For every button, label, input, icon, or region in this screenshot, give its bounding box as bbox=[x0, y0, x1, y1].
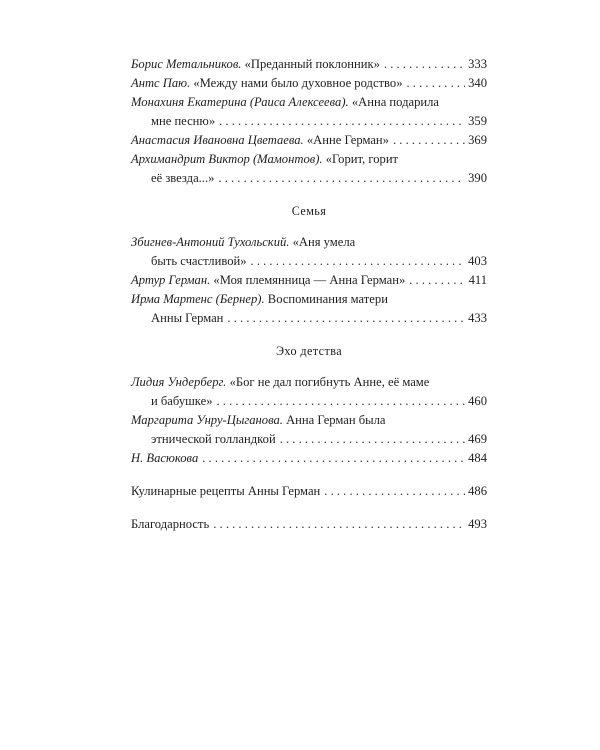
entry-text: «Анне Герман» bbox=[303, 133, 389, 147]
toc-entry[interactable] bbox=[131, 233, 487, 271]
page-number: 460 bbox=[468, 394, 487, 408]
page-number: 359 bbox=[468, 114, 487, 128]
entry-text: «Между нами было духовное родство» bbox=[190, 76, 403, 90]
page-number: 486 bbox=[468, 484, 487, 498]
toc-entry[interactable] bbox=[131, 449, 487, 468]
toc-entry[interactable] bbox=[131, 150, 487, 188]
section-heading-family: Семья bbox=[291, 204, 327, 218]
toc-line bbox=[131, 131, 487, 150]
entry-title: Кулинарные рецепты Анны Герман bbox=[131, 484, 321, 498]
entry-text: мне песню» bbox=[151, 114, 216, 128]
dot-leader bbox=[219, 112, 465, 131]
toc-entry[interactable] bbox=[131, 55, 487, 74]
entry-text: быть счастливой» bbox=[151, 254, 247, 268]
entry-text: этнической голландкой bbox=[151, 432, 276, 446]
entry-title bbox=[151, 309, 223, 328]
toc-line bbox=[131, 430, 487, 449]
dot-leader bbox=[218, 169, 465, 188]
toc-line bbox=[131, 93, 487, 112]
entry-text: «Аня умела bbox=[289, 235, 356, 249]
toc-line bbox=[131, 411, 487, 430]
toc-entry[interactable] bbox=[131, 93, 487, 131]
entry-title bbox=[151, 112, 215, 131]
entry-author: Архимандрит Виктор (Мамонтов). bbox=[131, 152, 323, 166]
entry-title: Благодарность bbox=[131, 517, 210, 531]
entry-text: «Моя племянница — Анна Герман» bbox=[210, 273, 406, 287]
toc-line bbox=[131, 271, 487, 290]
entry-text: её звезда...» bbox=[151, 171, 215, 185]
dot-leader bbox=[324, 482, 465, 501]
entry-title bbox=[131, 290, 388, 309]
toc-line bbox=[131, 309, 487, 328]
toc-group-top bbox=[131, 55, 487, 188]
dot-leader bbox=[384, 55, 465, 74]
entry-author: Н. Васюкова bbox=[131, 451, 199, 465]
toc-entry[interactable] bbox=[131, 290, 487, 328]
toc-line bbox=[131, 55, 487, 74]
dot-leader bbox=[227, 309, 465, 328]
entry-title bbox=[131, 449, 198, 468]
entry-title bbox=[131, 74, 403, 93]
toc-entry-recipes[interactable] bbox=[131, 482, 487, 501]
entry-author: Анастасия Ивановна Цветаева. bbox=[131, 133, 304, 147]
page-number: 433 bbox=[468, 311, 487, 325]
entry-text: Воспоминания матери bbox=[264, 292, 388, 306]
entry-text: «Бог не дал погибнуть Анне, её маме bbox=[226, 375, 430, 389]
entry-author: Лидия Ундерберг. bbox=[131, 375, 227, 389]
entry-title bbox=[131, 131, 389, 150]
entry-text: и бабушке» bbox=[151, 394, 213, 408]
entry-title bbox=[131, 233, 355, 252]
dot-leader bbox=[407, 74, 466, 93]
toc-entry[interactable] bbox=[131, 271, 487, 290]
entry-text: Анны Герман bbox=[151, 311, 224, 325]
toc-line bbox=[131, 449, 487, 468]
toc-line bbox=[131, 169, 487, 188]
toc-group-family bbox=[131, 233, 487, 328]
toc-line bbox=[131, 290, 487, 309]
entry-title bbox=[131, 150, 398, 169]
entry-title bbox=[131, 93, 439, 112]
entry-text: «Анна подарила bbox=[348, 95, 440, 109]
entry-author: Збигнев-Антоний Тухольский. bbox=[131, 235, 290, 249]
toc-line bbox=[131, 233, 487, 252]
entry-title bbox=[131, 373, 429, 392]
page-number: 493 bbox=[468, 517, 487, 531]
entry-author: Монахиня Екатерина (Раиса Алексеева). bbox=[131, 95, 349, 109]
toc-entry[interactable] bbox=[131, 74, 487, 93]
toc-line bbox=[131, 74, 487, 93]
toc-entry[interactable] bbox=[131, 411, 487, 449]
dot-leader bbox=[217, 392, 466, 411]
dot-leader bbox=[251, 252, 466, 271]
entry-text: Анна Герман была bbox=[282, 413, 386, 427]
page-number: 390 bbox=[468, 171, 487, 185]
entry-title bbox=[151, 252, 247, 271]
page-number: 484 bbox=[468, 451, 487, 465]
entry-author: Маргарита Унру-Цыганова. bbox=[131, 413, 283, 427]
dot-leader bbox=[280, 430, 465, 449]
dot-leader bbox=[409, 271, 465, 290]
toc-line bbox=[131, 392, 487, 411]
page-number: 333 bbox=[468, 57, 487, 71]
toc-entry[interactable] bbox=[131, 373, 487, 411]
entry-author: Антс Паю. bbox=[131, 76, 191, 90]
toc-line bbox=[131, 150, 487, 169]
section-heading-childhood: Эхо детства bbox=[275, 344, 343, 358]
page-number: 369 bbox=[468, 133, 487, 147]
toc-entry[interactable] bbox=[131, 131, 487, 150]
entry-title bbox=[151, 392, 213, 411]
entry-author: Борис Метальников. bbox=[131, 57, 242, 71]
toc-line bbox=[131, 112, 487, 131]
entry-text: «Горит, горит bbox=[322, 152, 399, 166]
page-number: 340 bbox=[468, 76, 487, 90]
entry-author: Артур Герман. bbox=[131, 273, 211, 287]
entry-title bbox=[151, 430, 276, 449]
entry-title bbox=[131, 411, 386, 430]
page-number: 469 bbox=[468, 432, 487, 446]
toc-line bbox=[131, 373, 487, 392]
toc-group-childhood bbox=[131, 373, 487, 468]
table-of-contents bbox=[131, 55, 487, 534]
dot-leader bbox=[393, 131, 465, 150]
toc-entry-thanks[interactable] bbox=[131, 515, 487, 534]
page-number: 403 bbox=[468, 254, 487, 268]
entry-title bbox=[151, 169, 214, 188]
entry-title bbox=[131, 55, 380, 74]
entry-title bbox=[131, 271, 405, 290]
dot-leader bbox=[202, 449, 465, 468]
page-number: 411 bbox=[468, 273, 487, 287]
entry-author: Ирма Мартенс (Бернер). bbox=[131, 292, 265, 306]
dot-leader bbox=[213, 515, 465, 534]
entry-text: «Преданный поклонник» bbox=[241, 57, 380, 71]
toc-line bbox=[131, 252, 487, 271]
